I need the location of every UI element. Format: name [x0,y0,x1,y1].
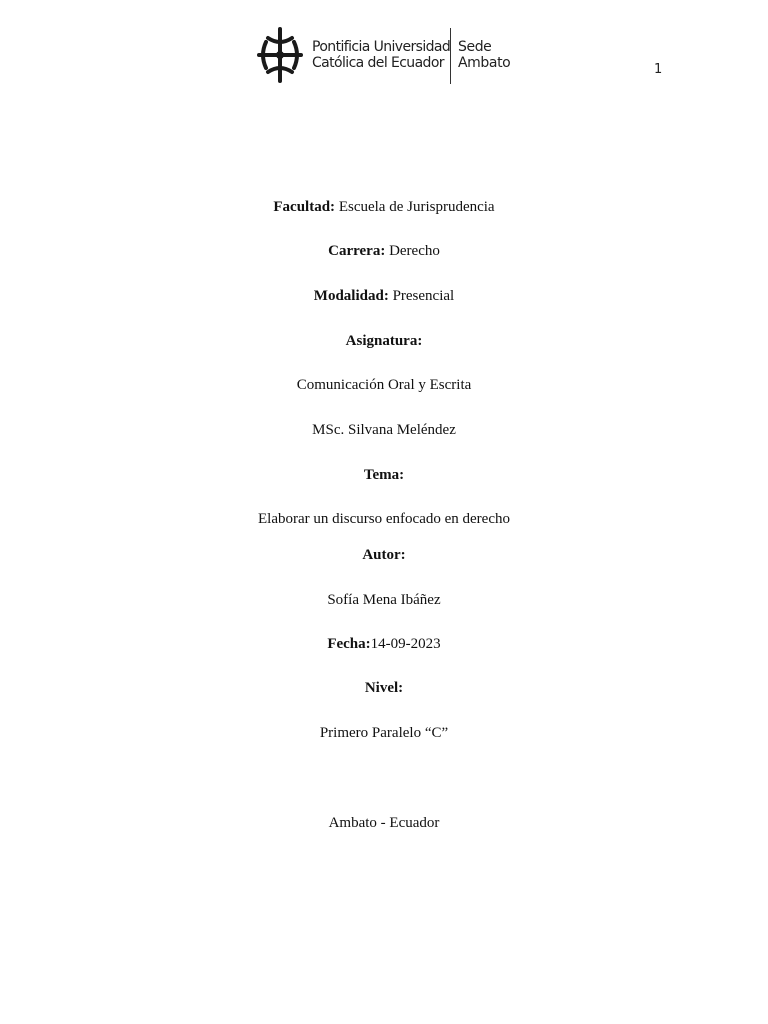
modalidad-line [0,287,768,305]
asignatura-label: Asignatura: [345,333,423,349]
carrera-line [0,242,768,260]
carrera-value: Derecho [385,243,440,259]
logo-sede [458,39,510,71]
fecha-line [0,635,768,653]
logo-divider [450,28,451,84]
nivel-label: Nivel: [364,680,404,696]
facultad-value: Escuela de Jurisprudencia [335,199,495,215]
cross-emblem-icon [256,26,304,84]
logo-line-1: Pontificia Universidad [312,39,451,55]
asignatura-value: Comunicación Oral y Escrita [296,377,472,393]
logo-line-2: Católica del Ecuador [312,55,444,71]
docente-name: MSc. Silvana Meléndez [312,422,456,438]
autor-value: Sofía Mena Ibáñez [327,592,441,608]
tema-label: Tema: [363,467,405,483]
sede-line-1: Sede [458,39,492,55]
facultad-line [0,198,768,216]
university-logo [250,22,518,88]
facultad-label: Facultad: [273,199,336,215]
tema-value: Elaborar un discurso enfocado en derecho [258,511,510,527]
fecha-value: 14-09-2023 [370,636,441,652]
logo-university-name [312,39,450,71]
location: Ambato - Ecuador [328,815,440,831]
autor-label: Autor: [362,547,406,563]
fecha-label: Fecha: [327,636,371,652]
carrera-label: Carrera: [328,243,386,259]
modalidad-label: Modalidad: [313,288,389,304]
modalidad-value: Presencial [388,288,455,304]
sede-line-2: Ambato [458,55,511,71]
nivel-value: Primero Paralelo “C” [319,725,449,741]
page-number: 1 [654,62,663,77]
